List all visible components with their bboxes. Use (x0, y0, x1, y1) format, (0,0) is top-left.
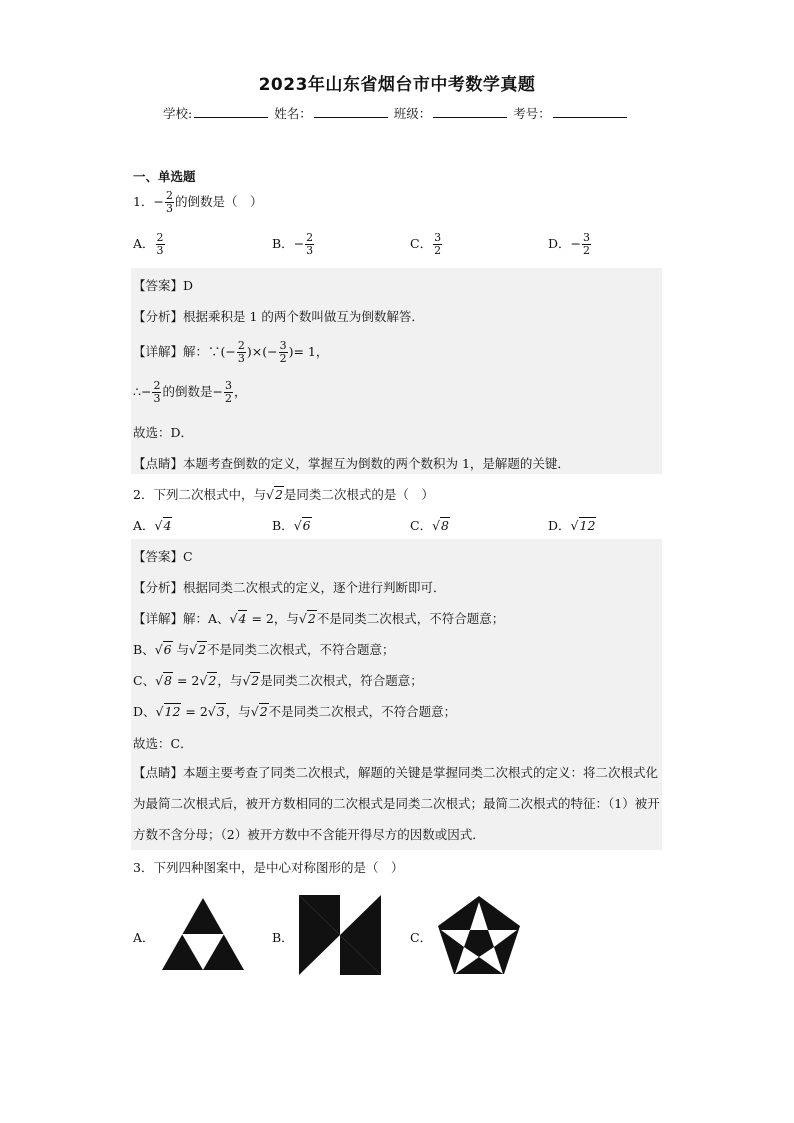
q1-conclusion: ∴− $\frac{2}{3}$ 的倒数是− $\frac{3}{2}$ ， (133, 379, 247, 405)
question-2-option-b[interactable]: B．√6 (272, 518, 311, 533)
question-1-option-b[interactable]: B．− $\frac{2}{3}$ (272, 231, 314, 257)
question-3-option-a-label[interactable]: A． (133, 930, 155, 945)
q1-choose: 故选：D． (133, 425, 194, 440)
q1-detail: 【详解】解：∵(− $\frac{2}{3}$ )×(− $\frac{3}{2}$ )= 1， (133, 339, 329, 365)
question-3-option-c-label[interactable]: C． (410, 930, 433, 945)
q1-analysis: 【分析】根据乘积是 1 的两个数叫做互为倒数解答． (133, 309, 424, 324)
q2-answer: 【答案】C (133, 549, 193, 564)
class-blank (433, 105, 507, 118)
question-3-figure-c[interactable] (436, 894, 522, 978)
question-2-option-a[interactable]: A．√4 (133, 518, 172, 533)
question-1-solution-panel (131, 268, 662, 474)
q2-detail-c: C、√8 = 2√2，与√2是同类二次根式，符合题意； (133, 673, 423, 688)
name-blank (314, 105, 388, 118)
page-title: 2023年山东省烟台市中考数学真题 (258, 75, 536, 95)
question-3-stem: 3．下列四种图案中，是中心对称图形的是（ ） (133, 860, 404, 875)
question-3-figure-b[interactable] (297, 893, 383, 977)
question-3-option-b-label[interactable]: B． (272, 930, 294, 945)
name-label: 姓名： (274, 106, 312, 121)
school-label: 学校: (163, 106, 193, 121)
class-label: 班级： (393, 106, 432, 121)
question-3-figure-a[interactable] (160, 896, 246, 972)
q2-analysis: 【分析】根据同类二次根式的定义，逐个进行判断即可． (133, 580, 446, 595)
question-2-option-c[interactable]: C．√8 (410, 518, 449, 533)
section-heading: 一、单选题 (133, 169, 196, 184)
question-1-option-a[interactable]: A． $\frac{2}{3}$ (133, 231, 164, 257)
q1-answer: 【答案】D (133, 278, 194, 293)
q2-detail-b: B、√6 与√2不是同类二次根式，不符合题意； (133, 642, 395, 657)
question-2-stem: 2．下列二次根式中，与√2是同类二次根式的是（ ） (133, 487, 434, 502)
question-1-option-c[interactable]: C． $\frac{3}{2}$ (410, 231, 442, 257)
q2-detail-d: D、√12 = 2√3，与√2不是同类二次根式，不符合题意； (133, 704, 457, 719)
question-2-option-d[interactable]: D．√12 (548, 518, 596, 533)
school-blank (194, 105, 268, 118)
question-1-stem: 1．− $\frac{2}{3}$ 的倒数是（ ） (133, 189, 263, 215)
q2-choose: 故选：C． (133, 736, 193, 751)
student-info-line (163, 104, 629, 122)
q2-comment: 【点睛】本题主要考查了同类二次根式，解题的关键是掌握同类二次根式的定义：将二次根式化为最简二次根式后，被开方数相同的二次根式是同类二次根式；最简二次根式的特征：（1）被开方数不含分母；（2）被开方数中不含能开得尽方的因数或因式． (133, 765, 660, 842)
number-label: 考号： (513, 106, 551, 121)
question-1-option-d[interactable]: D．− $\frac{3}{2}$ (548, 231, 591, 257)
q1-comment: 【点睛】本题考查倒数的定义，掌握互为倒数的两个数积为 1，是解题的关键． (133, 456, 570, 471)
q2-detail-a: 【详解】解：A、√4 = 2，与√2不是同类二次根式，不符合题意； (133, 611, 505, 626)
number-blank (553, 105, 627, 118)
